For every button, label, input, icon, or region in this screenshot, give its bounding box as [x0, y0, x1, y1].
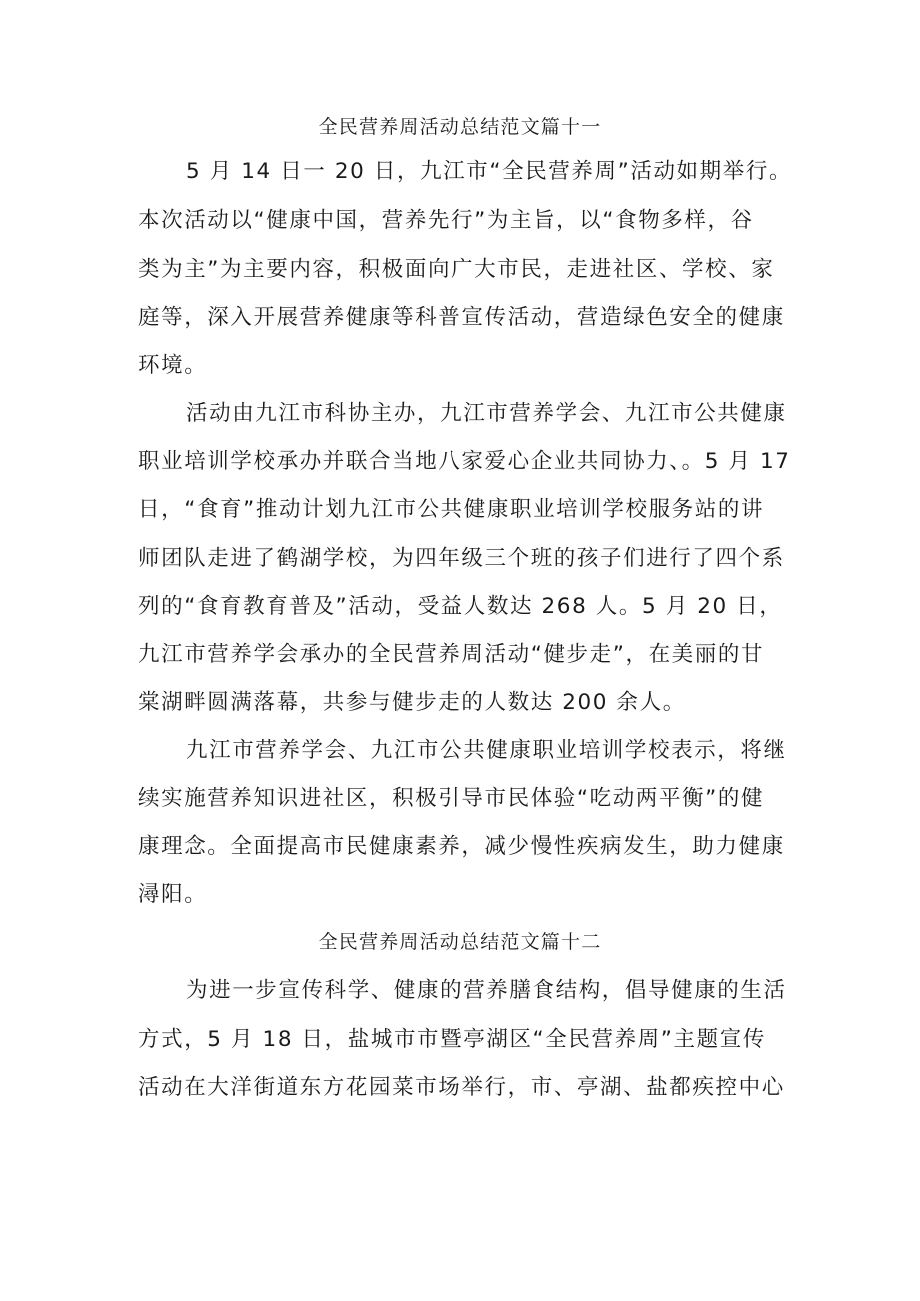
section-heading: 全民营养周活动总结范文篇十二 — [318, 931, 602, 953]
paragraph-line: 棠湖畔圆满落幕，共参与健步走的人数达 200 余人。 — [138, 690, 686, 715]
paragraph-line: 九江市营养学会承办的全民营养周活动“健步走”，在美丽的甘 — [138, 642, 765, 667]
paragraph-line: 续实施营养知识进社区，积极引导市民体验“吃动两平衡”的健 — [138, 786, 765, 811]
section-heading: 全民营养周活动总结范文篇十一 — [318, 116, 602, 138]
paragraph-line: 为进一步宣传科学、健康的营养膳食结构，倡导健康的生活 — [186, 978, 787, 1003]
paragraph-line: 5 月 14 日一 20 日，九江市“全民营养周”活动如期举行。 — [186, 159, 793, 184]
paragraph-line: 列的“食育教育普及”活动，受益人数达 268 人。5 月 20 日， — [138, 594, 783, 619]
paragraph-line: 师团队走进了鹤湖学校，为四年级三个班的孩子们进行了四个系 — [138, 546, 785, 571]
paragraph-line: 九江市营养学会、九江市公共健康职业培训学校表示，将继 — [186, 738, 787, 763]
paragraph-line: 活动在大洋街道东方花园菜市场举行，市、亭湖、盐都疾控中心 — [138, 1075, 785, 1100]
paragraph-line: 庭等，深入开展营养健康等科普宣传活动，营造绿色安全的健康 — [138, 305, 785, 330]
paragraph-line: 方式，5 月 18 日，盐城市市暨亭湖区“全民营养周”主题宣传 — [138, 1027, 766, 1052]
paragraph-line: 活动由九江市科协主办，九江市营养学会、九江市公共健康 — [186, 401, 787, 426]
paragraph-line: 本次活动以“健康中国，营养先行”为主旨，以“食物多样，谷 — [138, 208, 754, 233]
paragraph-line: 潯阳。 — [138, 882, 208, 907]
paragraph-line: 类为主”为主要内容，积极面向广大市民，走进社区、学校、家 — [138, 257, 775, 282]
paragraph-line: 职业培训学校承办并联合当地八家爱心企业共同协力、。5 月 17 — [138, 449, 791, 474]
paragraph-line: 日，“食育”推动计划九江市公共健康职业培训学校服务站的讲 — [138, 497, 765, 522]
paragraph-line: 康理念。全面提高市民健康素养，减少慢性疾病发生，助力健康 — [138, 834, 785, 859]
paragraph-line: 环境。 — [138, 353, 208, 378]
